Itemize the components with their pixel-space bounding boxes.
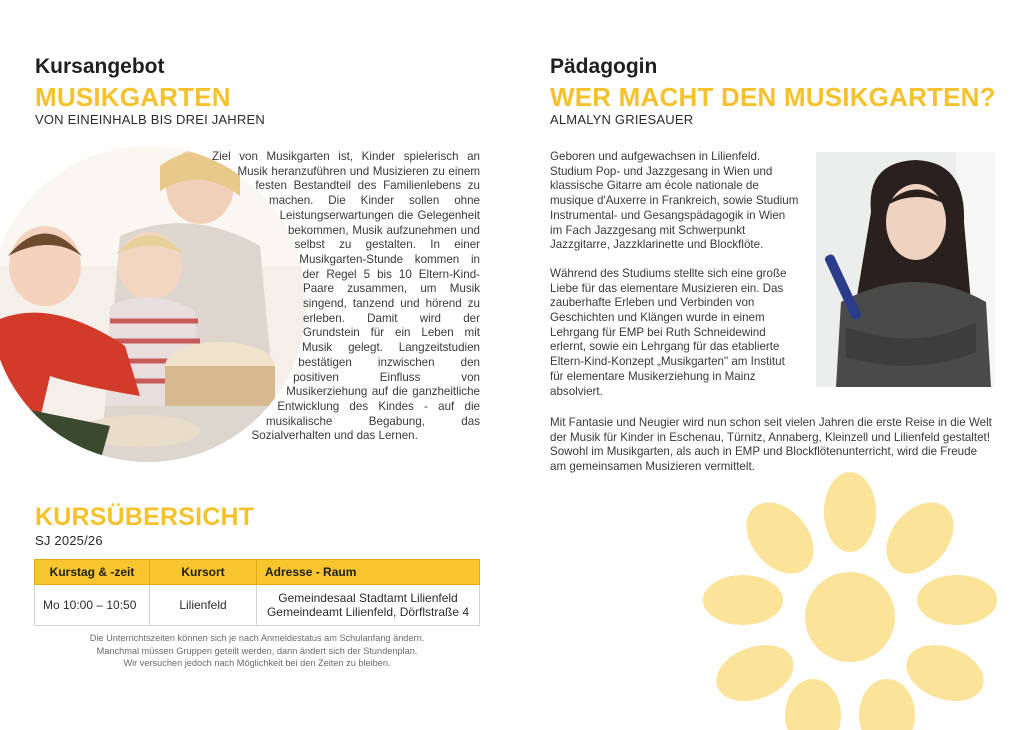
teacher-photo-illustration [816, 152, 995, 387]
course-table-wrap [34, 559, 480, 626]
flower-decoration [695, 470, 1005, 730]
bio-paragraph-3: Mit Fantasie und Neugier wird nun schon seit vielen Jahren die erste Reise in die Welt der Musik für Kinder in Eschenau, Türnitz, Annaberg, Kleinzell und Lilienfeld gestaltet! Sowohl im Musikgarten, als auch in EMP und Blockflötenunterricht, wird die Freude am gemeinsamen Musizieren vermittelt. [550, 416, 992, 474]
course-table [34, 559, 480, 626]
right-headline: WER MACHT DEN MUSIKGARTEN? [550, 82, 996, 112]
right-subtitle: ALMALYN GRIESAUER [550, 112, 694, 127]
right-kicker: Pädagogin [550, 55, 658, 78]
row-address-line1: Gemeindesaal Stadtamt Lilienfeld [278, 591, 458, 605]
left-headline: MUSIKGARTEN [35, 82, 231, 112]
bio-paragraph-2: Während des Studiums stellte sich eine große Liebe für das elementare Musizieren ein. Das zauberhafte Erleben und Verbinden von Geschichten und Klängen wurde in einem Lehrgang für EMP bei Ruth Schneidewind erlernt, sowie ein Lehrgang für das etablierte Eltern-Kind-Konzept „Musikgarten" am Institut für elementare Musikerziehung in Mainz absolviert. [550, 266, 787, 398]
overview-title: KURSÜBERSICHT [35, 503, 255, 531]
header-time: Kurstag & -zeit [35, 560, 150, 585]
table-row [35, 585, 480, 626]
note-line: Wir versuchen jedoch nach Möglichkeit bei den Zeiten zu bleiben. [123, 658, 391, 668]
row-place: Lilienfeld [150, 585, 257, 626]
header-place: Kursort [150, 560, 257, 585]
overview-subtitle: SJ 2025/26 [35, 533, 103, 548]
row-address-line2: Gemeindeamt Lilienfeld, Dörflstraße 4 [266, 605, 470, 619]
left-subtitle: VON EINEINHALB BIS DREI JAHREN [35, 112, 265, 127]
header-address: Adresse - Raum [257, 560, 480, 585]
text-wrap-shape [45, 150, 303, 470]
left-intro-text: Ziel von Musikgarten ist, Kinder spielerisch an Musik heranzuführen und Musizieren zu einem festen Bestandteil des Familienlebens zu machen. Die Kinder sollen ohne Leistungserwartungen die Gelegenheit bekommen, Musik aufzunehmen und selbst zu gestalten. In einer Musikgarten-Stunde kommen in der Regel 5 bis 10 Eltern-Kind-Paare zusammen, um Musik singend, tanzend und hörend zu erleben. Damit wird der Grundstein für ein Leben mit Musik gelegt. Langzeitstudien bestätigen inzwischen den positiven Einfluss von Musikerziehung auf die ganzheitliche Entwicklung des Kindes - auf die musikalische Begabung, das Sozialverhalten und das Lernen. [211, 150, 480, 443]
note-line: Manchmal müssen Gruppen geteilt werden, dann ändert sich der Stundenplan. [96, 645, 418, 656]
note-line: Die Unterrichtszeiten können sich je nach Anmeldestatus am Schulanfang ändern. [89, 633, 425, 643]
course-table-header [35, 560, 480, 585]
row-address [257, 585, 480, 626]
left-kicker: Kursangebot [35, 55, 165, 78]
right-bio-block [550, 150, 800, 399]
row-time: Mo 10:00 – 10:50 [35, 585, 150, 626]
teacher-photo [816, 152, 995, 387]
left-intro-block [45, 150, 480, 470]
schedule-notes [34, 632, 480, 670]
bio-paragraph-1: Geboren und aufgewachsen in Lilienfeld. Studium Pop- und Jazzgesang in Wien und klassische Gitarre am école nationale de musique d'Auxerre in Frankreich, sowie Studium Instrumental- und Gesangspädagogik in Wien im Fach Jazzgesang mit Schwerpunkt Jazzgitarre, Jazzklarinette und Blockflöte. [550, 150, 799, 252]
